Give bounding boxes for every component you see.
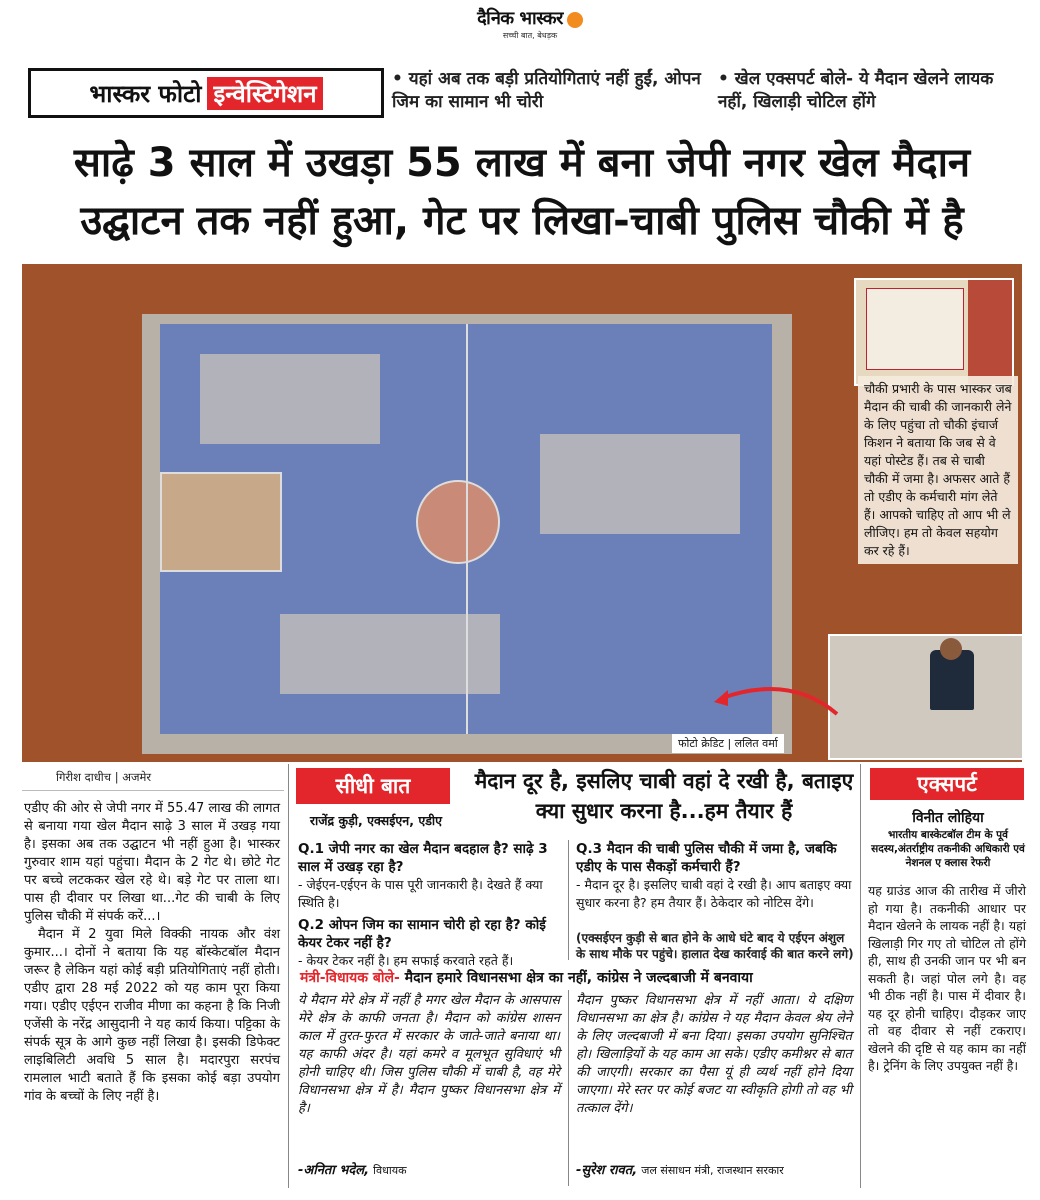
main-story-para-1: एडीए की ओर से जेपी नगर में 55.47 लाख की लागत से बनाया गया खेल मैदान साढ़े 3 साल में उखड़ गया है। इसका अब तक उद्घाटन भी नहीं हुआ है। भास्कर गुरुवार शाम यहां पहुंचा। मैदान के 2 गेट थे। छोटे गेट पर बच्चे लटककर खेल रहे थे। बड़े गेट पर ताला था। पास ही दीवार पर लिखा था...गेट की चाबी के लिए पुलिस चौकी में संपर्क करें...।: [24, 801, 280, 924]
sig1-role: विधायक: [373, 1164, 407, 1177]
q1-question: Q.1 जेपी नगर का खेल मैदान बदहाल है? साढ़े 3 साल में उखड़ रहा है?: [298, 841, 548, 875]
gate-sign-inset: [854, 278, 1014, 386]
court-wear-patch: [200, 354, 380, 444]
court-key: [160, 472, 282, 572]
divider: [22, 790, 284, 791]
halfcourt-line: [466, 324, 468, 734]
masthead-logo: दैनिक भास्कर: [477, 8, 563, 29]
q3-answer: - मैदान दूर है। इसलिए चाबी वहां दे रखी है। आप बताइए क्या सुधार करना है? हम तैयार हैं। ठेकेदार को नोटिस देंगे।: [576, 877, 852, 910]
column-divider: [288, 764, 289, 1188]
qa-left: [298, 840, 560, 970]
basketball-court: [160, 324, 772, 734]
sig2-role: जल संसाधन मंत्री, राजस्थान सरकार: [641, 1164, 784, 1177]
mantri-quote-2: मैदान पुष्कर विधानसभा क्षेत्र में नहीं आता। ये दक्षिण विधानसभा का क्षेत्र है। कांग्रेस ने यह मैदान केवल श्रेय लेने के लिए जल्दबाजी में बना दिया। इसका उपयोग सुनिश्चित हो। खिलाड़ियों के यह काम आ सके। एडीए कमीश्नर से बात की जाएगी। सरकार का पैसा यूं ही व्यर्थ नहीं होने दिया जाएगा। मेरे स्तर पर कोई बजट या स्वीकृति होगी तो वह भी तत्काल देंगे।: [576, 993, 852, 1116]
q3-question: Q.3 मैदान की चाबी पुलिस चौकी में जमा है, जबकि एडीए के पास सैकड़ों कर्मचारी हैं?: [576, 841, 837, 875]
q2-answer: - केयर टेकर नहीं है। हम सफाई करवाते रहते हैं।: [298, 953, 514, 968]
aerial-court-photo: [22, 264, 1022, 762]
q1-answer: - जेईएन-एईएन के पास पूरी जानकारी है। देखते हैं क्या स्थिति है।: [298, 877, 543, 910]
sun-logo-icon: [567, 12, 583, 28]
gate-pillar: [968, 280, 1014, 384]
sidhi-baat-label: सीधी बात: [296, 768, 450, 804]
investigation-label: [28, 68, 384, 118]
masthead-tagline: सच्ची बात, बेधड़क: [502, 31, 558, 40]
sidhi-baat-title: मैदान दूर है, इसलिए चाबी वहां दे रखी है, बताइए क्या सुधार करना है...हम तैयार हैं: [474, 769, 854, 823]
quote-divider: [568, 990, 569, 1186]
red-arrow-icon: [712, 684, 842, 724]
photo-credit: फोटो क्रेडिट | ललित वर्मा: [672, 734, 784, 753]
mantri-signature-2: [576, 1160, 862, 1178]
sig2-name: -सुरेश रावत,: [576, 1163, 638, 1178]
gate-sign-board: [866, 288, 964, 370]
person-head: [940, 638, 962, 660]
main-story: [24, 800, 280, 1106]
mantri-quote-1: ये मैदान मेरे क्षेत्र में नहीं है मगर खेल मैदान के आसपास मेरे क्षेत्र के काफी जनता है। मैदान को कांग्रेस शासन काल में तुरत-फुरत में सरकार के जाते-जाते बनाया था। यह काफी अंदर है। यहां कमरे व मूलभूत सुविधाएं भी होनी चाहिए थी। जिस पुलिस चौकी में चाबी है, वह मेरे विधानसभा क्षेत्र में है। मैदान पुष्कर विधानसभा क्षेत्र में है।: [298, 993, 560, 1116]
sidhi-baat-person: राजेंद्र कुड़ी, एक्सईएन, एडीए: [309, 813, 443, 828]
expert-label: एक्सपर्ट: [870, 768, 1024, 800]
mantri-heading: [300, 968, 860, 987]
qa-right: [576, 840, 852, 912]
q2-question: Q.2 ओपन जिम का सामान चोरी हो रहा है? कोई केयर टेकर नहीं है?: [298, 917, 546, 951]
expert-text: यह ग्राउंड आज की तारीख में जीरो हो गया है। तकनीकी आधार पर मैदान खेलने के लायक नहीं है। यहां खिलाड़ी गिर गए तो चोटिल तो होंगे ही, साथ ही उनकी जान पर भी बन सकती है। जहां पोल लगे है। वह भी ठीक नहीं है। पास में दीवार है। यह दूर होनी चाहिए। दौड़कर जाए तो वह दीवार से नहीं टकराए। खेलने की दृष्टि से यह काम का नहीं है। ट्रेनिंग के लिए उपयुक्त नहीं है।: [868, 883, 1026, 1073]
subhead-1: • यहां अब तक बड़ी प्रतियोगिताएं नहीं हुईं, ओपन जिम का सामान भी चोरी: [392, 69, 701, 112]
expert-divider: [860, 764, 861, 1188]
byline: गिरीश दाधीच | अजमेर: [56, 770, 152, 784]
headline-line-1: साढ़े 3 साल में उखड़ा 55 लाख में बना जेपी नगर खेल मैदान: [73, 140, 971, 186]
mantri-title: मैदान हमारे विधानसभा क्षेत्र का नहीं, कांग्रेस ने जल्दबाजी में बनवाया: [404, 970, 753, 986]
headline-line-2: उद्घाटन तक नहीं हुआ, गेट पर लिखा-चाबी पुलिस चौकी में है: [80, 198, 964, 244]
court-wear-patch: [540, 434, 740, 534]
mantri-label: मंत्री-विधायक बोले-: [300, 970, 400, 986]
sidhi-baat-note: (एक्सईएन कुड़ी से बात होने के आधे घंटे बाद ये एईएन अंशुल के साथ मौके पर पहुंचे। हालात देख कार्रवाई की बात करने लगे): [576, 931, 854, 961]
person-inspecting-inset: [828, 634, 1022, 760]
mantri-signature-1: [298, 1160, 560, 1178]
expert-role: भारतीय बास्केटबॉल टीम के पूर्व सदस्य,अंतर्राष्ट्रीय तकनीकी अधिकारी एवं नेशनल ए क्लास रेफरी: [871, 829, 1025, 869]
expert-name: विनीत लोहिया: [912, 810, 984, 826]
masthead: [440, 6, 620, 50]
subhead-2: • खेल एक्सपर्ट बोले- ये मैदान खेलने लायक नहीं, खिलाड़ी चोटिल होंगे: [718, 69, 994, 112]
center-circle: [416, 480, 500, 564]
qa-divider: [568, 840, 569, 960]
inset-caption: चौकी प्रभारी के पास भास्कर जब मैदान की चाबी की जानकारी लेने के लिए पहुंचा तो चौकी इंचार्ज किशन ने बताया कि जब से वे यहां पोस्टेड हैं। तब से चाबी चौकी में जमा है। अफसर आते हैं तो एडीए के कर्मचारी मांग लेते हैं। आपको चाहिए तो आप भी ले लीजिए। हम तो केवल सहयोग कर रहे हैं।: [858, 376, 1018, 564]
sig1-name: -अनिता भदेल,: [298, 1163, 370, 1178]
investigation-label-part1: भास्कर फोटो: [89, 79, 202, 108]
main-story-para-2: मैदान में 2 युवा मिले विक्की नायक और वंश कुमार...। दोनों ने बताया कि यह बॉस्केटबॉल मैदान जरूर है लेकिन यहां कोई बड़ी प्रतियोगिताएं नहीं होती। एडीए द्वारा 28 मई 2022 को यह काम पूरा किया गया। एडीए एईएन राजीव मीणा का कहना है कि निजी एजेंसी के नरेंद्र आसुदानी ने यह कार्य किया। पट्टिका के संपर्क सूत्र के आगे कुछ नहीं लिखा है। इसकी डिफेक्ट लाइबिलिटी अवधि 5 साल है। मदारपुरा सरपंच रामलाल भाटी बताते हैं कि इसका कोई बड़ा उपयोग गांव के बच्चों के लिए नहीं है।: [24, 927, 280, 1104]
investigation-label-part2: इन्वेस्टिगेशन: [207, 77, 322, 110]
